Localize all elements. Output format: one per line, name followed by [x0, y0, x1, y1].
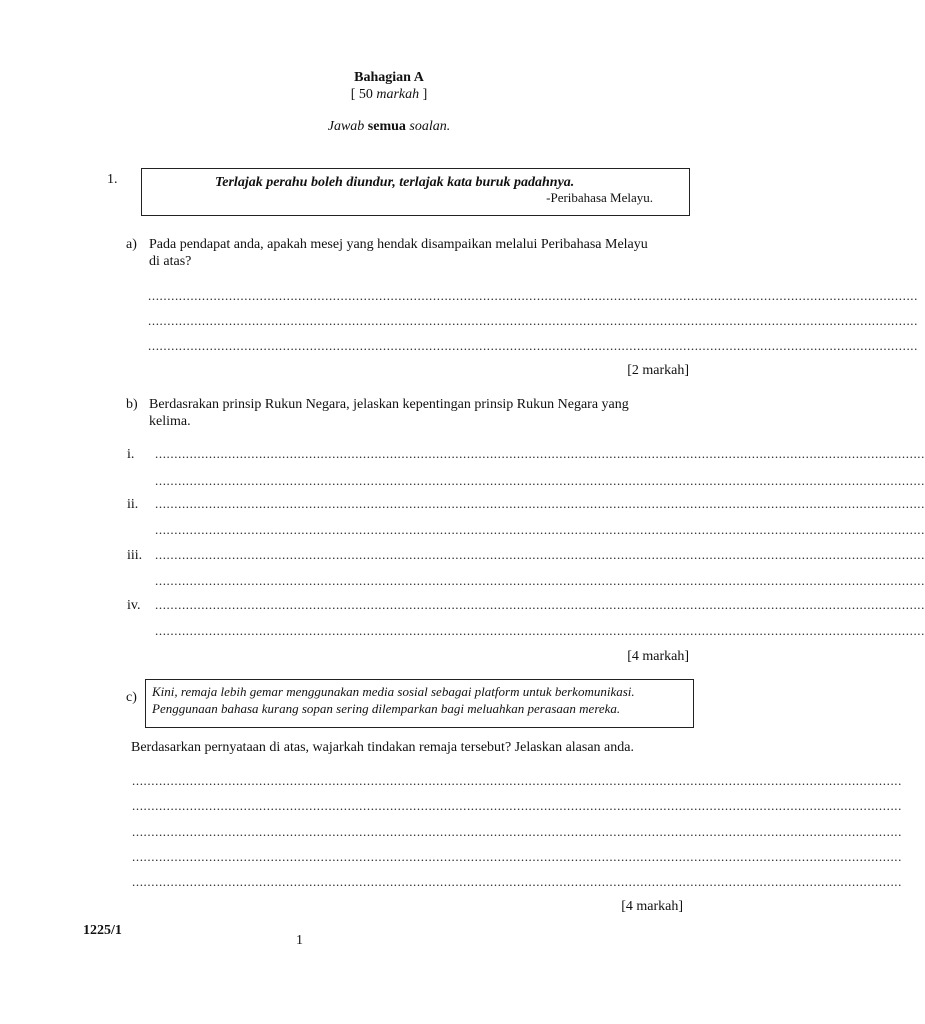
part-c-label: c) — [126, 690, 137, 705]
answer-line[interactable]: ........................................................................................................................................................................................................ — [155, 573, 925, 588]
item-numeral: iii. — [127, 548, 143, 563]
answer-line[interactable]: ........................................................................................................................................................................................................ — [155, 473, 925, 488]
section-marks: [ 50 markah ] — [350, 87, 428, 102]
answer-line[interactable]: ........................................................................................................................................................................................................ — [155, 496, 925, 511]
answer-line[interactable]: ........................................................................................................................................................................................................ — [132, 824, 902, 839]
item-numeral: iv. — [127, 598, 141, 613]
paper-code: 1225/1 — [83, 923, 122, 938]
item-numeral: i. — [127, 447, 135, 462]
answer-line[interactable]: ........................................................................................................................................................................................................ — [132, 798, 902, 813]
part-a-question-line1: Pada pendapat anda, apakah mesej yang hendak disampaikan melalui Peribahasa Melayu — [149, 237, 648, 252]
proverb-box — [141, 168, 690, 216]
item-numeral: ii. — [127, 497, 139, 512]
page-number: 1 — [296, 933, 303, 948]
answer-line[interactable]: ........................................................................................................................................................................................................ — [132, 773, 902, 788]
part-c-question: Berdasarkan pernyataan di atas, wajarkah tindakan remaja tersebut? Jelaskan alasan anda. — [131, 740, 634, 755]
answer-line[interactable]: ........................................................................................................................................................................................................ — [155, 623, 925, 638]
part-b-label: b) — [126, 397, 138, 412]
proverb-text: Terlajak perahu boleh diundur, terlajak kata buruk padahnya. — [215, 175, 575, 190]
part-c-marks: [4 markah] — [621, 899, 683, 914]
answer-line[interactable]: ........................................................................................................................................................................................................ — [155, 597, 925, 612]
question-number: 1. — [107, 172, 118, 187]
part-a-label: a) — [126, 237, 137, 252]
section-title: Bahagian A — [354, 70, 424, 85]
answer-line[interactable]: ........................................................................................................................................................................................................ — [132, 874, 902, 889]
instruction: Jawab semua soalan. — [327, 119, 451, 134]
answer-line[interactable]: ........................................................................................................................................................................................................ — [155, 522, 925, 537]
answer-line[interactable]: ........................................................................................................................................................................................................ — [132, 849, 902, 864]
part-b-question-line2: kelima. — [149, 414, 191, 429]
answer-line[interactable]: ........................................................................................................................................................................................................ — [148, 288, 918, 303]
statement-line2: Penggunaan bahasa kurang sopan sering dilemparkan bagi meluahkan perasaan mereka. — [152, 701, 621, 716]
part-a-question-line2: di atas? — [149, 254, 192, 269]
part-b-marks: [4 markah] — [627, 649, 689, 664]
statement-box — [145, 679, 694, 728]
answer-line[interactable]: ........................................................................................................................................................................................................ — [155, 547, 925, 562]
part-a-marks: [2 markah] — [627, 363, 689, 378]
answer-line[interactable]: ........................................................................................................................................................................................................ — [155, 446, 925, 461]
statement-line1: Kini, remaja lebih gemar menggunakan media sosial sebagai platform untuk berkomunikasi. — [152, 684, 635, 699]
answer-line[interactable]: ........................................................................................................................................................................................................ — [148, 313, 918, 328]
answer-line[interactable]: ........................................................................................................................................................................................................ — [148, 338, 918, 353]
proverb-source: -Peribahasa Melayu. — [546, 190, 653, 205]
part-b-question-line1: Berdasrakan prinsip Rukun Negara, jelaskan kepentingan prinsip Rukun Negara yang — [149, 397, 629, 412]
